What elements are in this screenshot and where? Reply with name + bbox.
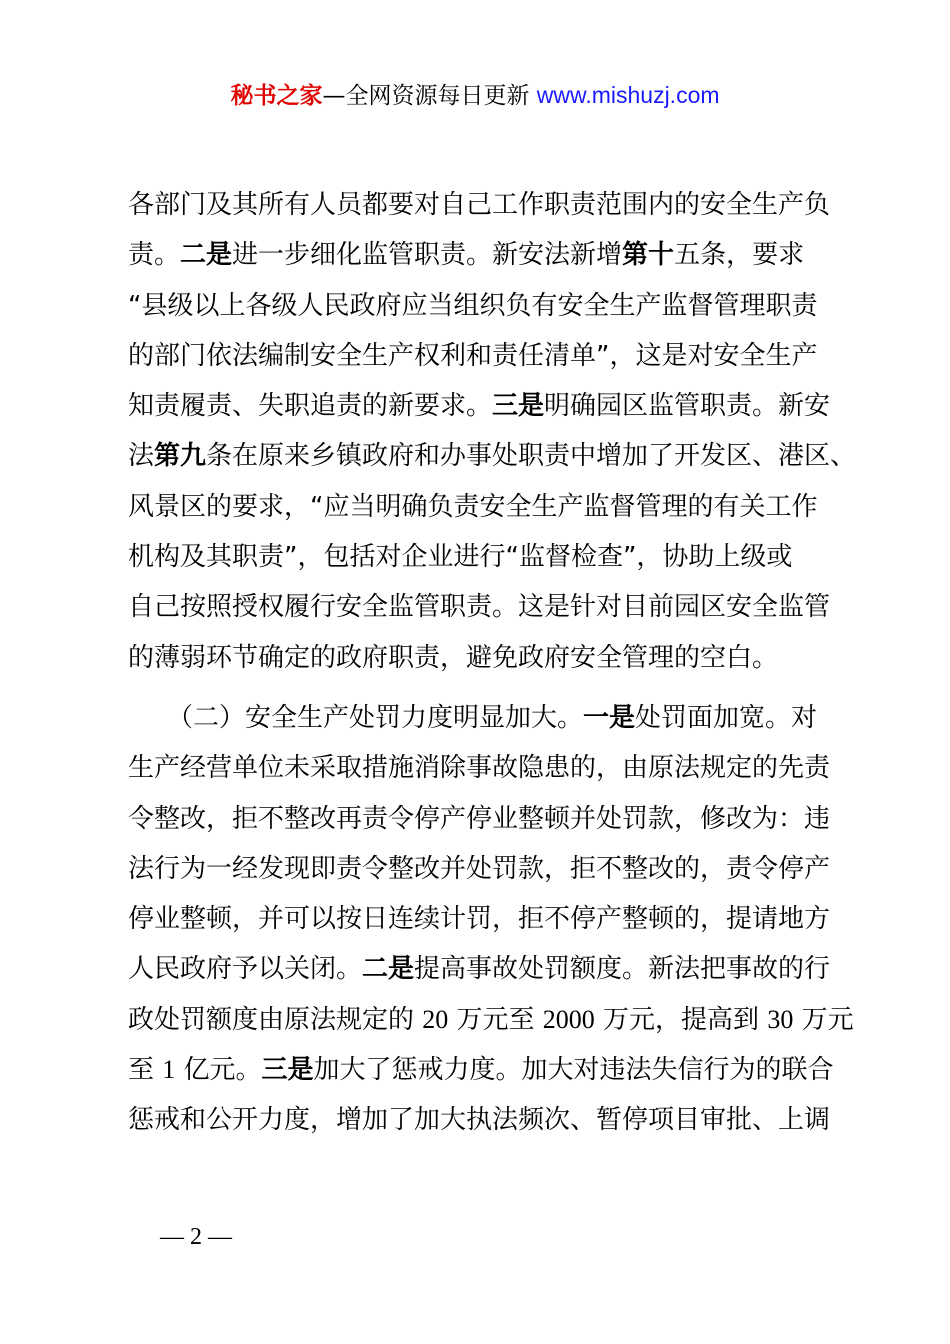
text-segment: 亿元。 bbox=[175, 1055, 262, 1086]
text-line bbox=[128, 995, 854, 1045]
text-line bbox=[128, 482, 848, 532]
text-line bbox=[128, 582, 848, 632]
text-segment: 至 bbox=[128, 1055, 163, 1086]
header-tagline: —全网资源每日更新 bbox=[322, 83, 530, 109]
text-segment: 万元至 bbox=[448, 1004, 543, 1035]
document-body bbox=[128, 180, 857, 1146]
text-line bbox=[128, 894, 848, 944]
text-line bbox=[128, 743, 848, 793]
emphasis-text: 第九 bbox=[154, 441, 207, 472]
text-segment: “县级以上各级人民政府应当组织负有安全生产监督管理职责 bbox=[128, 290, 818, 321]
text-segment: 加大了惩戒力度。加大对违法失信行为的联合 bbox=[313, 1055, 834, 1086]
text-segment: 各部门及其所有人员都要对自己工作职责范围内的安全生产负 bbox=[128, 190, 831, 220]
text-line bbox=[128, 944, 848, 994]
text-segment: 风景区的要求，“应当明确负责安全生产监督管理的有关工作 bbox=[128, 491, 818, 522]
text-segment: 条在原来乡镇政府和办事处职责中增加了开发区、港区、 bbox=[206, 441, 857, 472]
text-segment: 的部门依法编制安全生产权利和责任清单”，这是对安全生产 bbox=[128, 340, 818, 371]
text-segment: 人民政府予以关闭。 bbox=[128, 954, 363, 985]
header-brand: 秘书之家 bbox=[230, 83, 323, 109]
text-line bbox=[128, 844, 848, 894]
text-segment: 30 bbox=[767, 1004, 794, 1034]
text-segment: 2000 bbox=[542, 1004, 595, 1034]
text-segment: 明确园区监管职责。新安 bbox=[544, 391, 831, 422]
text-line bbox=[128, 532, 848, 582]
emphasis-text: 二是 bbox=[362, 954, 415, 985]
text-segment: 万元 bbox=[793, 1004, 854, 1035]
text-line bbox=[128, 331, 848, 381]
emphasis-text: 三是 bbox=[261, 1055, 314, 1086]
text-segment: 责。 bbox=[128, 240, 181, 271]
text-segment: （二）安全生产处罚力度明显加大。 bbox=[128, 702, 584, 733]
text-segment: 提高事故处罚额度。新法把事故的行 bbox=[414, 954, 831, 985]
text-segment: 的薄弱环节确定的政府职责，避免政府安全管理的空白。 bbox=[128, 642, 779, 673]
text-segment: 20 bbox=[422, 1004, 449, 1034]
text-line bbox=[128, 633, 848, 683]
text-line bbox=[128, 381, 848, 431]
text-segment: 1 bbox=[162, 1055, 176, 1085]
document-header bbox=[0, 78, 950, 113]
text-line bbox=[128, 180, 848, 230]
text-segment: 法行为一经发现即责令整改并处罚款，拒不整改的，责令停产 bbox=[128, 853, 831, 884]
text-line bbox=[128, 431, 857, 481]
text-line bbox=[128, 794, 848, 844]
emphasis-text: 第十 bbox=[622, 240, 675, 271]
text-segment: 机构及其职责”，包括对企业进行“监督检查”，协助上级或 bbox=[128, 542, 793, 573]
emphasis-text: 二是 bbox=[180, 240, 233, 271]
text-segment: 法 bbox=[128, 441, 155, 472]
text-segment: 万元，提高到 bbox=[594, 1004, 768, 1035]
text-line bbox=[128, 281, 848, 331]
page-number: — 2 — bbox=[160, 1224, 232, 1250]
text-segment: 政处罚额度由原法规定的 bbox=[128, 1004, 423, 1035]
text-line bbox=[128, 1045, 848, 1095]
text-line bbox=[128, 1095, 848, 1145]
paragraph-gap bbox=[128, 683, 848, 693]
text-segment: 停业整顿，并可以按日连续计罚，拒不停产整顿的，提请地方 bbox=[128, 904, 831, 935]
text-segment: 生产经营单位未采取措施消除事故隐患的，由原法规定的先责 bbox=[128, 753, 831, 784]
emphasis-text: 三是 bbox=[492, 391, 545, 422]
text-segment: 令整改，拒不整改再责令停产停业整顿并处罚款，修改为：违 bbox=[128, 803, 831, 834]
text-segment: 五条，要求 bbox=[674, 240, 805, 271]
text-line bbox=[128, 230, 848, 280]
text-line bbox=[128, 693, 848, 743]
header-site-link[interactable]: www.mishuzj.com bbox=[536, 82, 720, 108]
emphasis-text: 一是 bbox=[583, 702, 636, 733]
text-segment: 进一步细化监管职责。新安法新增 bbox=[232, 240, 623, 271]
text-segment: 知责履责、失职追责的新要求。 bbox=[128, 391, 493, 422]
text-segment: 处罚面加宽。对 bbox=[635, 702, 818, 733]
text-segment: 自己按照授权履行安全监管职责。这是针对目前园区安全监管 bbox=[128, 592, 831, 623]
text-segment: 惩戒和公开力度，增加了加大执法频次、暂停项目审批、上调 bbox=[128, 1105, 831, 1136]
